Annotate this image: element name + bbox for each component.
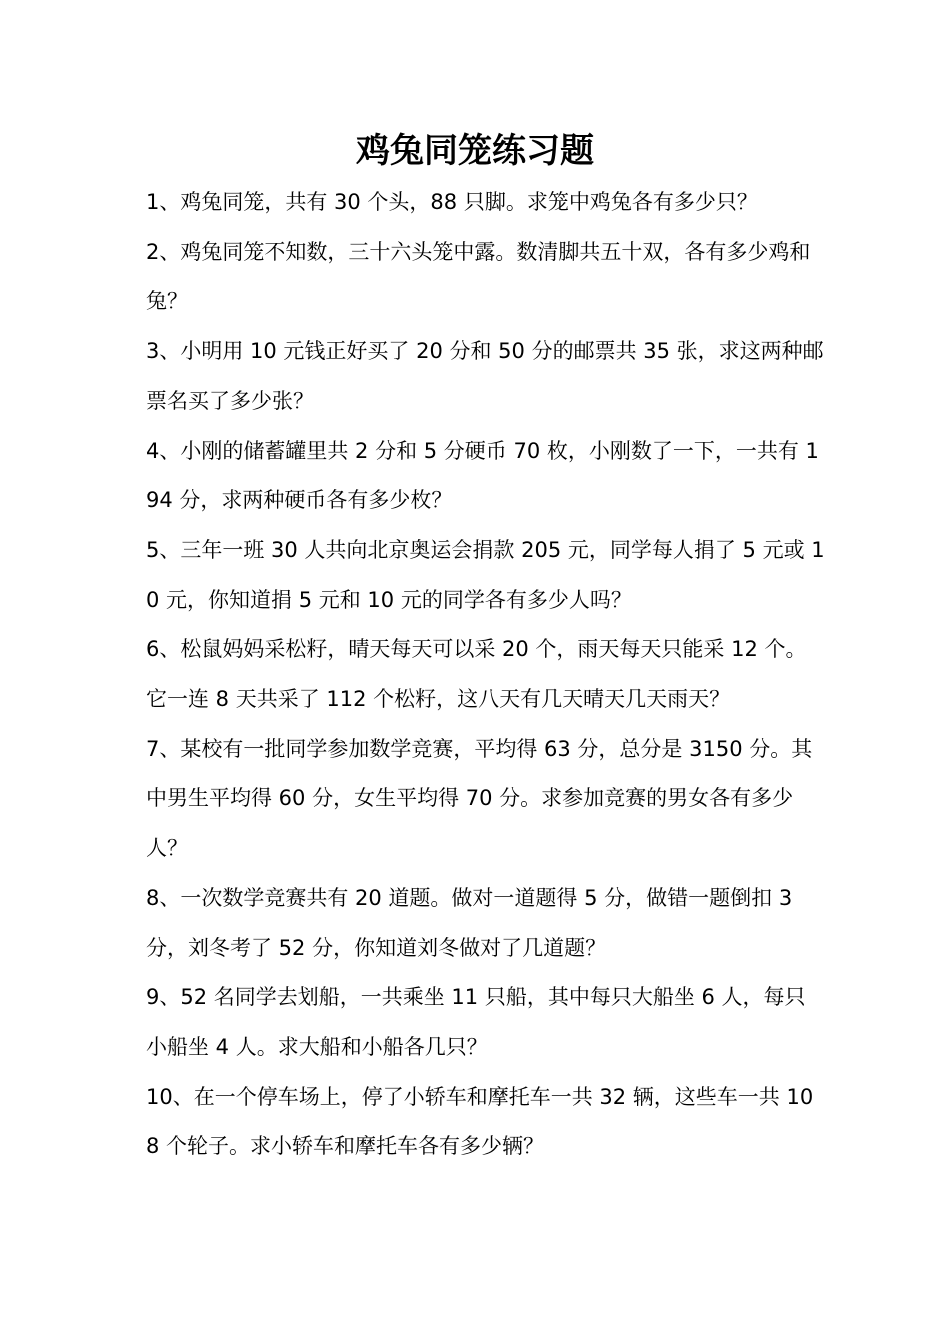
question-2: 2、鸡兔同笼不知数，三十六头笼中露。数清脚共五十双，各有多少鸡和兔？ <box>146 239 811 314</box>
page-title: 鸡兔同笼练习题 <box>356 131 594 171</box>
question-9: 9、52 名同学去划船，一共乘坐 11 只船，其中每只大船坐 6 人，每只小船坐 4 人。求大船和小船各几只？ <box>146 985 806 1059</box>
question-5: 5、三年一班 30 人共向北京奥运会捐款 205 元，同学每人捐了 5 元或 10 元，你知道捐 5 元和 10 元的同学各有多少人吗？ <box>146 537 825 612</box>
question-list <box>146 178 826 1172</box>
question-7: 7、某校有一批同学参加数学竞赛，平均得 63 分，总分是 3150 分。其中男生平均得 60 分，女生平均得 70 分。求参加竞赛的男女各有多少人？ <box>146 736 813 861</box>
question-10: 10、在一个停车场上，停了小轿车和摩托车一共 32 辆，这些车一共 108 个轮子。求小轿车和摩托车各有多少辆？ <box>146 1084 814 1159</box>
question-1: 1、鸡兔同笼，共有 30 个头，88 只脚。求笼中鸡兔各有多少只？ <box>146 190 758 214</box>
question-4: 4、小刚的储蓄罐里共 2 分和 5 分硬币 70 枚，小刚数了一下，一共有 194 分，求两种硬币各有多少枚？ <box>146 438 819 513</box>
question-3: 3、小明用 10 元钱正好买了 20 分和 50 分的邮票共 35 张，求这两种邮票名买了多少张？ <box>146 339 824 413</box>
question-6: 6、松鼠妈妈采松籽，晴天每天可以采 20 个，雨天每天只能采 12 个。它一连 8 天共采了 112 个松籽，这八天有几天晴天几天雨天？ <box>146 637 807 712</box>
question-8: 8、一次数学竞赛共有 20 道题。做对一道题得 5 分，做错一题倒扣 3 分，刘冬考了 52 分，你知道刘冬做对了几道题？ <box>146 885 793 960</box>
